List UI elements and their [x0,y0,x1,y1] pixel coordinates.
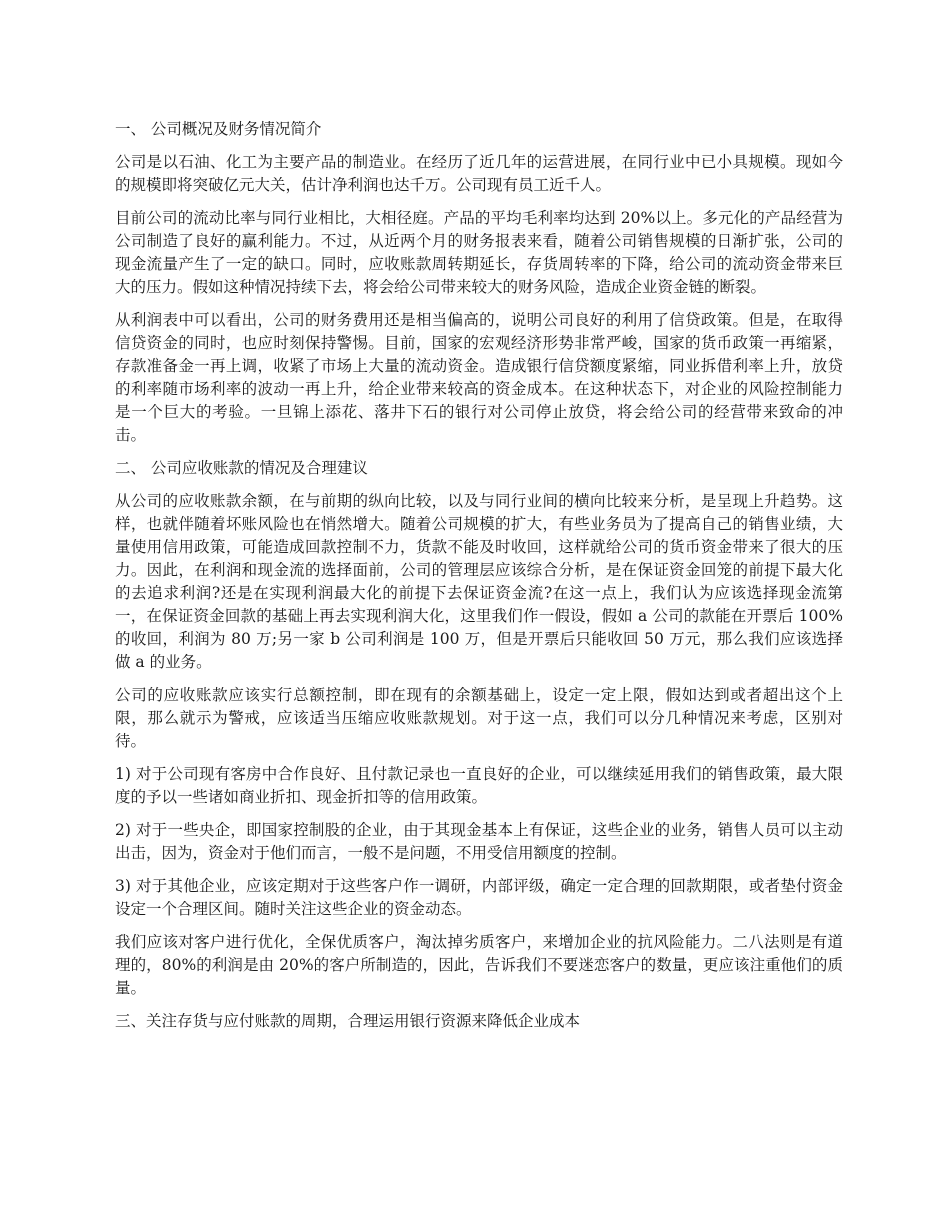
section-1-paragraph-2: 目前公司的流动比率与同行业相比，大相径庭。产品的平均毛利率均达到 20%以上。多元化的产品经营为公司制造了良好的赢利能力。不过，从近两个月的财务报表来看，随着公司销售规模的日渐扩张，公司的现金流量产生了一定的缺口。同时，应收账款周转期延长，存货周转率的下降，给公司的流动资金带来巨大的压力。假如这种情况持续下去，将会给公司带来较大的财务风险，造成企业资金链的断裂。 [115,209,843,296]
section-2-item-3: 3) 对于其他企业，应该定期对于这些客户作一调研，内部评级，确定一定合理的回款期限，或者垫付资金设定一个合理区间。随时关注这些企业的资金动态。 [115,877,843,918]
section-1-heading: 一、 公司概况及财务情况简介 [115,120,322,138]
section-2-item-2: 2) 对于一些央企，即国家控制股的企业，由于其现金基本上有保证，这些企业的业务，销售人员可以主动出击，因为，资金对于他们而言，一般不是问题，不用受信用额度的控制。 [115,821,843,862]
section-2-paragraph-3: 我们应该对客户进行优化，全保优质客户，淘汰掉劣质客户，来增加企业的抗风险能力。二八法则是有道理的，80%的利润是由 20%的客户所制造的，因此，告诉我们不要迷恋客户的数量，更应该注重他们的质量。 [115,933,843,997]
section-2-paragraph-1: 从公司的应收账款余额，在与前期的纵向比较，以及与同行业间的横向比较来分析，是呈现上升趋势。这样，也就伴随着坏账风险也在悄然增大。随着公司规模的扩大，有些业务员为了提高自己的销售业绩，大量使用信用政策，可能造成回款控制不力，货款不能及时收回，这样就给公司的货币资金带来了很大的压力。因此，在利润和现金流的选择面前，公司的管理层应该综合分析，是在保证资金回笼的前提下最大化的去追求利润?还是在实现利润最大化的前提下去保证资金流?在这一点上，我们认为应该选择现金流第一，在保证资金回款的基础上再去实现利润大化，这里我们作一假设，假如 a 公司的款能在开票后 100%的收回，利润为 80 万;另一家 b 公司利润是 100 万，但是开票后只能收回 50 万元，那么我们应该选择做 a 的业务。 [115,492,843,671]
section-2-paragraph-2: 公司的应收账款应该实行总额控制，即在现有的余额基础上，设定一定上限，假如达到或者超出这个上限，那么就示为警戒，应该适当压缩应收账款规划。对于这一点，我们可以分几种情况来考虑，区别对待。 [115,686,843,750]
section-2-heading: 二、 公司应收账款的情况及合理建议 [115,459,368,477]
section-2-item-1: 1) 对于公司现有客房中合作良好、且付款记录也一直良好的企业，可以继续延用我们的销售政策，最大限度的予以一些诸如商业折扣、现金折扣等的信用政策。 [115,765,843,806]
document-body [115,118,843,1043]
section-1-paragraph-1: 公司是以石油、化工为主要产品的制造业。在经历了近几年的运营进展，在同行业中已小具规模。现如今的规模即将突破亿元大关，估计净利润也达千万。公司现有员工近千人。 [115,153,843,194]
section-1-paragraph-3: 从利润表中可以看出，公司的财务费用还是相当偏高的，说明公司良好的利用了信贷政策。但是，在取得信贷资金的同时，也应时刻保持警惕。目前，国家的宏观经济形势非常严峻，国家的货币政策一再缩紧，存款准备金一再上调，收紧了市场上大量的流动资金。造成银行信贷额度紧缩，同业拆借利率上升，放贷的利率随市场利率的波动一再上升，给企业带来较高的资金成本。在这种状态下，对企业的风险控制能力是一个巨大的考验。一旦锦上添花、落井下石的银行对公司停止放贷，将会给公司的经营带来致命的冲击。 [115,311,843,444]
section-3-heading: 三、关注存货与应付账款的周期，合理运用银行资源来降低企业成本 [115,1012,581,1030]
